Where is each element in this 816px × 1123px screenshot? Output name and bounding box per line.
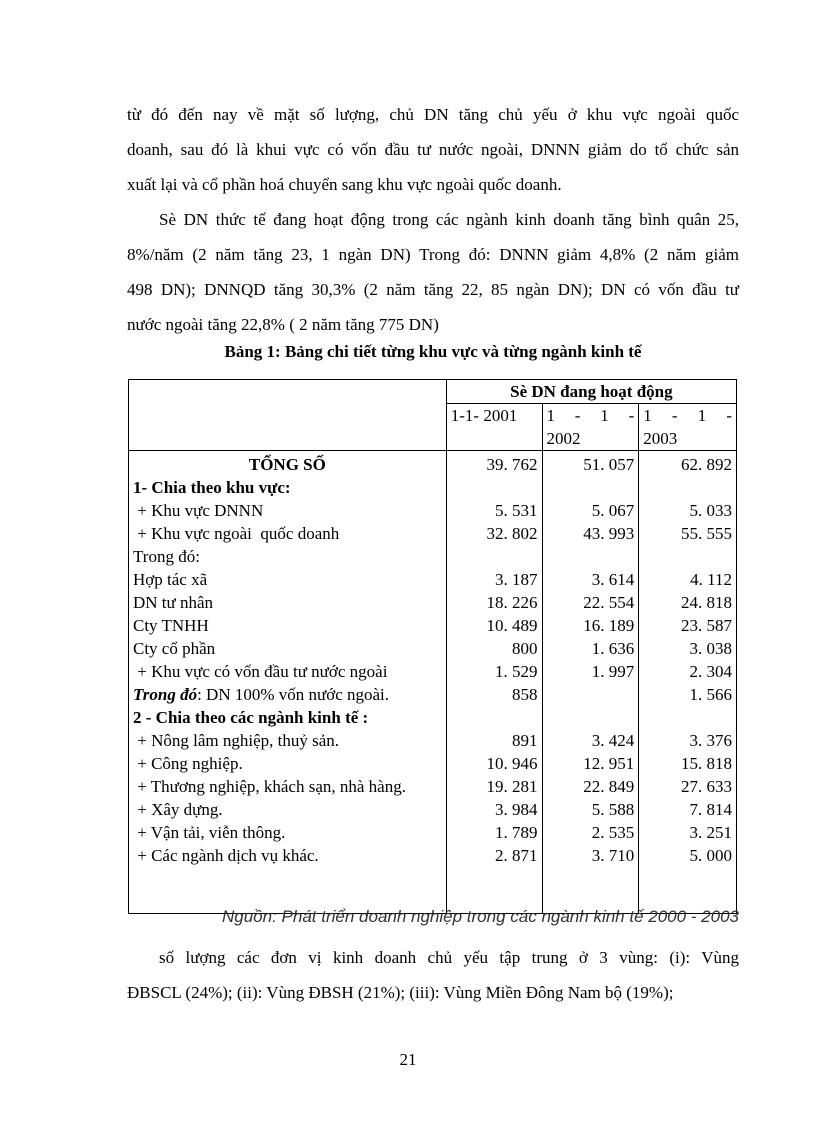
enterprise-table [128, 379, 737, 914]
date-part: - [628, 406, 635, 425]
row-value: 27. 633 [639, 775, 737, 798]
row-label: + Các ngành dịch vụ khác. [129, 844, 447, 867]
text-line: nước ngoài tăng 22,8% ( 2 năm tăng 775 DN) [127, 315, 439, 334]
table-row [129, 545, 737, 568]
row-value [639, 476, 737, 499]
table-row [129, 637, 737, 660]
table-row [129, 706, 737, 729]
table-row [129, 660, 737, 683]
row-value [542, 545, 639, 568]
row-value: 55. 555 [639, 522, 737, 545]
total-value-2002: 51. 057 [542, 451, 639, 477]
date-year: 2002 [546, 429, 581, 448]
date-part: 1 [697, 406, 707, 425]
table-body [129, 451, 737, 914]
table-row [129, 844, 737, 867]
row-value: 1. 997 [542, 660, 639, 683]
row-value: 800 [446, 637, 542, 660]
row-value: 5. 000 [639, 844, 737, 867]
table-row [129, 683, 737, 706]
text-line: Sè DN thức tế đang hoạt động trong các ngành kinh doanh tăng bình quân 25, [159, 210, 739, 229]
text-line: từ đó đến nay về mặt số lượng, chủ DN tăng chủ yếu ở khu vực ngoài quốc [127, 105, 739, 124]
table-row [129, 522, 737, 545]
row-label: + Khu vực có vốn đầu tư nước ngoài [129, 660, 447, 683]
row-label: Cty TNHH [129, 614, 447, 637]
table-row [129, 568, 737, 591]
row-value: 10. 946 [446, 752, 542, 775]
row-label: + Khu vực DNNN [129, 499, 447, 522]
date-part: - [574, 406, 581, 425]
source-note: Nguồn: Phát triển doanh nghiệp trong các ngành kinh tế 2000 - 2003 [222, 907, 739, 926]
row-label: Hợp tác xã [129, 568, 447, 591]
row-value [639, 545, 737, 568]
row-value [446, 476, 542, 499]
date-year: 2003 [643, 429, 678, 448]
row-value: 43. 993 [542, 522, 639, 545]
total-label: TỔNG SỐ [129, 451, 447, 477]
row-value: 5. 531 [446, 499, 542, 522]
table-row [129, 821, 737, 844]
table-row [129, 752, 737, 775]
row-label: DN tư nhân [129, 591, 447, 614]
table-row [129, 729, 737, 752]
text-line: ĐBSCL (24%); (ii): Vùng ĐBSH (21%); (iii): Vùng Miền Đông Nam bộ (19%); [127, 983, 674, 1002]
row-label: 1- Chia theo khu vực: [129, 476, 447, 499]
row-label: + Xây dựng. [129, 798, 447, 821]
row-label: + Vận tải, viễn thông. [129, 821, 447, 844]
row-value [639, 706, 737, 729]
table-row [129, 614, 737, 637]
row-value: 3. 614 [542, 568, 639, 591]
col-header-2001 [446, 404, 542, 451]
row-value: 23. 587 [639, 614, 737, 637]
table-row [129, 499, 737, 522]
row-value: 3. 038 [639, 637, 737, 660]
row-value: 1. 529 [446, 660, 542, 683]
row-label: Trong đó: [129, 545, 447, 568]
text-line: doanh, sau đó là khui vực có vốn đầu tư nước ngoài, DNNN giảm do tổ chức sản [127, 140, 739, 159]
row-label: + Khu vực ngoài quốc doanh [129, 522, 447, 545]
row-value: 3. 376 [639, 729, 737, 752]
row-label-emphasis: Trong đó [133, 685, 198, 704]
row-value: 18. 226 [446, 591, 542, 614]
row-value: 32. 802 [446, 522, 542, 545]
col-header-2003 [639, 404, 737, 451]
row-label: Cty cổ phần [129, 637, 447, 660]
row-label: + Nông lâm nghiệp, thuỷ sản. [129, 729, 447, 752]
row-value: 5. 588 [542, 798, 639, 821]
row-label: 2 - Chia theo các ngành kinh tế : [129, 706, 447, 729]
row-value: 12. 951 [542, 752, 639, 775]
row-value: 16. 189 [542, 614, 639, 637]
text-line: 498 DN); DNNQD tăng 30,3% (2 năm tăng 22, 85 ngàn DN); DN có vốn đầu tư [127, 280, 739, 299]
row-value: 3. 710 [542, 844, 639, 867]
row-value: 4. 112 [639, 568, 737, 591]
row-label: + Công nghiệp. [129, 752, 447, 775]
row-value: 15. 818 [639, 752, 737, 775]
row-value: 858 [446, 683, 542, 706]
row-value: 1. 566 [639, 683, 737, 706]
row-value: 891 [446, 729, 542, 752]
text-line: 8%/năm (2 năm tăng 23, 1 ngàn DN) Trong đó: DNNN giảm 4,8% (2 năm giảm [127, 245, 739, 264]
row-value: 2. 304 [639, 660, 737, 683]
table-caption: Bảng 1: Bảng chi tiết từng khu vực và từng ngành kinh tế [224, 342, 642, 361]
col-header-2002 [542, 404, 639, 451]
row-value: 2. 535 [542, 821, 639, 844]
date-part: - [726, 406, 732, 425]
row-value: 24. 818 [639, 591, 737, 614]
row-value [542, 706, 639, 729]
group-header: Sè DN đang hoạt động [446, 380, 736, 404]
total-value-2001: 39. 762 [446, 451, 542, 477]
table-row [129, 775, 737, 798]
row-value: 3. 984 [446, 798, 542, 821]
text-line: xuất lại và cổ phần hoá chuyển sang khu vực ngoài quốc doanh. [127, 175, 562, 194]
table-corner-cell [129, 380, 447, 451]
row-value [542, 683, 639, 706]
paragraph-2 [127, 202, 739, 342]
paragraph-3 [127, 940, 739, 1010]
row-value [446, 545, 542, 568]
row-value: 1. 636 [542, 637, 639, 660]
paragraph-1 [127, 97, 739, 202]
date-part: - [671, 406, 678, 425]
total-value-2003: 62. 892 [639, 451, 737, 477]
row-value: 2. 871 [446, 844, 542, 867]
row-value: 1. 789 [446, 821, 542, 844]
row-value [542, 476, 639, 499]
row-value: 5. 033 [639, 499, 737, 522]
row-value: 3. 251 [639, 821, 737, 844]
row-value [446, 706, 542, 729]
col-header-label: 1-1- 2001 [450, 406, 518, 425]
total-row [129, 451, 737, 477]
text-line: số lượng các đơn vị kinh doanh chủ yếu tập trung ở 3 vùng: (i): Vùng [159, 948, 739, 967]
row-value: 22. 849 [542, 775, 639, 798]
row-label [129, 683, 447, 706]
table-row [129, 798, 737, 821]
row-value: 19. 281 [446, 775, 542, 798]
row-value: 3. 424 [542, 729, 639, 752]
row-value: 10. 489 [446, 614, 542, 637]
date-part: 1 [600, 406, 609, 425]
table-row [129, 591, 737, 614]
table-row [129, 476, 737, 499]
page-number: 21 [399, 1050, 417, 1069]
row-label: + Thương nghiệp, khách sạn, nhà hàng. [129, 775, 447, 798]
row-value: 7. 814 [639, 798, 737, 821]
row-value: 22. 554 [542, 591, 639, 614]
date-part: 1 [643, 406, 652, 425]
row-label-text: : DN 100% vốn nước ngoài. [197, 685, 390, 704]
date-part: 1 [546, 406, 555, 425]
row-value: 3. 187 [446, 568, 542, 591]
row-value: 5. 067 [542, 499, 639, 522]
